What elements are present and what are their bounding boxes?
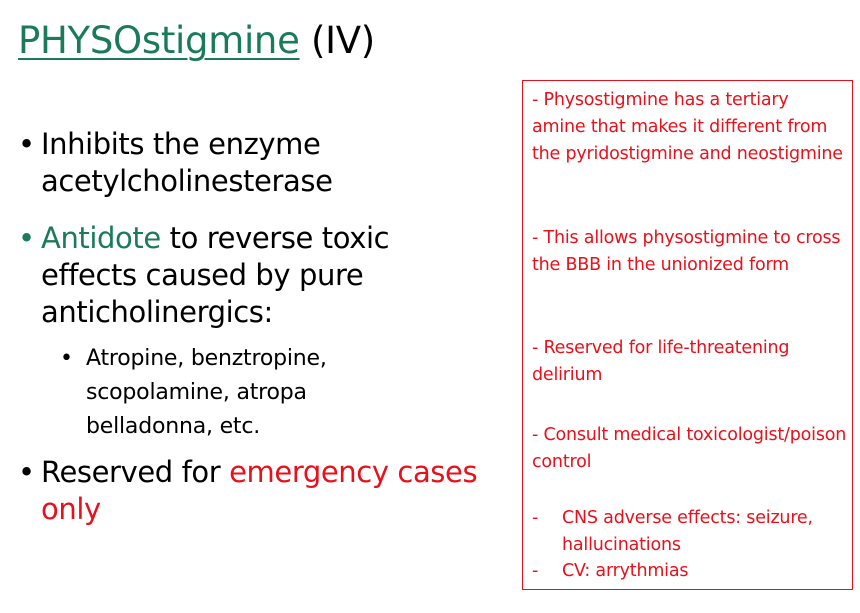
note-reserved: - Reserved for life-threatening delirium	[532, 338, 790, 385]
dash-marker: -	[532, 561, 539, 581]
bullet-reserved	[18, 454, 488, 528]
dash-marker: -	[532, 508, 539, 528]
bullet-dot: •	[18, 455, 36, 489]
bullet-text-wrap	[41, 454, 488, 528]
slide-title	[18, 16, 375, 66]
bullet-mechanism	[18, 126, 488, 200]
note-cv-effects	[532, 558, 847, 585]
note-cns-effects	[532, 505, 847, 559]
note-cns-text: CNS adverse effects: seizure, hallucinations	[562, 508, 813, 555]
title-drug-name: PHYSOstigmine	[18, 19, 300, 62]
bullet-dot: •	[18, 221, 36, 255]
bullet-text: Reserved for	[41, 455, 230, 489]
emergency-highlight: emergency cases only	[41, 455, 478, 526]
note-cv-text: CV: arrythmias	[562, 561, 689, 581]
title-route: (IV)	[299, 19, 375, 62]
note-consult: - Consult medical toxicologist/poison control	[532, 425, 847, 472]
note-tertiary-amine: - Physostigmine has a tertiary amine that makes it different from the pyridostigmine and neostigmine	[532, 90, 843, 164]
sub-bullet-dot: •	[60, 346, 73, 371]
sub-bullet-text: Atropine, benztropine, scopolamine, atropa belladonna, etc.	[86, 346, 327, 439]
bullet-antidote	[18, 220, 488, 331]
bullet-text: to reverse toxic effects caused by pure anticholinergics:	[41, 221, 390, 329]
sub-bullet-examples	[60, 342, 440, 444]
bullet-text: Inhibits the enzyme acetylcholinesterase	[41, 127, 333, 198]
bullet-text-wrap	[41, 220, 488, 331]
bullet-dot: •	[18, 127, 36, 161]
antidote-label: Antidote	[41, 221, 161, 255]
note-bbb: - This allows physostigmine to cross the BBB in the unionized form	[532, 228, 841, 275]
